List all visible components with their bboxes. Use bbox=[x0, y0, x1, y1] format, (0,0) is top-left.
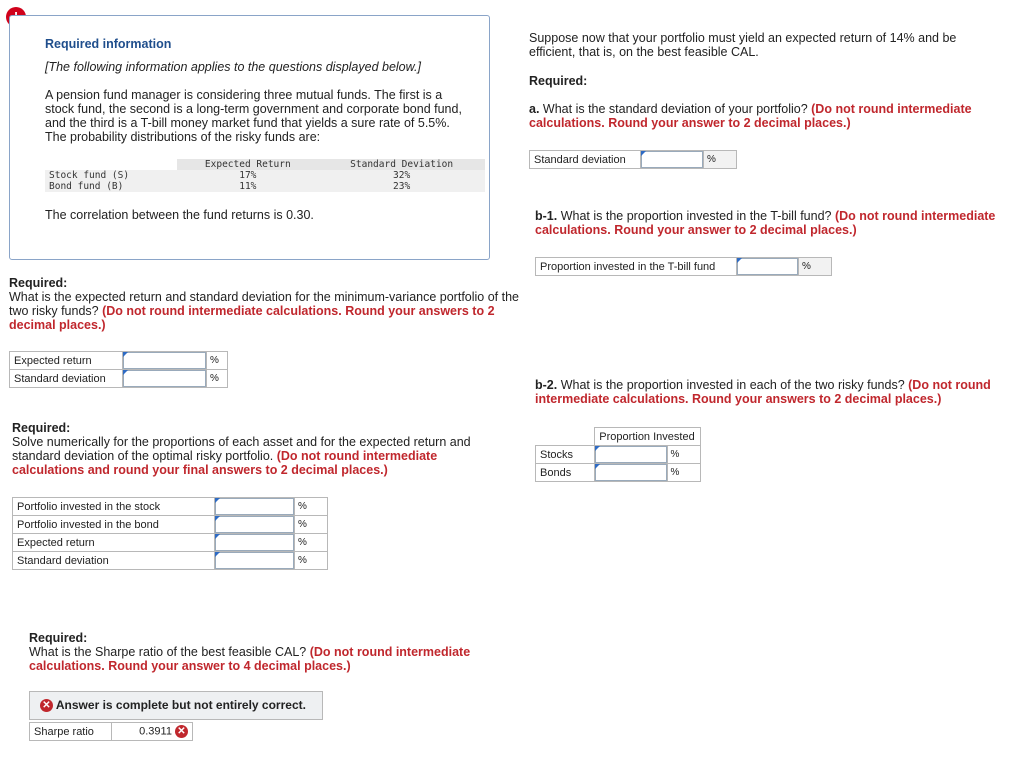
info-title: Required information bbox=[45, 37, 172, 51]
question-1 bbox=[9, 276, 519, 332]
row-label: Portfolio invested in the stock bbox=[13, 498, 215, 516]
qb2-answer-table bbox=[535, 427, 701, 482]
answer-input-cell bbox=[215, 516, 295, 534]
table-header-row bbox=[536, 428, 701, 446]
answer-input-cell bbox=[215, 552, 295, 570]
unit: % bbox=[704, 151, 737, 169]
row-label: Standard deviation bbox=[13, 552, 215, 570]
expected-return-input-cell bbox=[123, 352, 207, 370]
question-prefix: a. bbox=[529, 102, 540, 116]
unit: % bbox=[207, 352, 228, 370]
row-label: Expected return bbox=[10, 352, 123, 370]
required-label: Required: bbox=[29, 631, 88, 645]
sharpe-ratio-cell[interactable] bbox=[112, 723, 193, 741]
right-required-label: Required: bbox=[529, 74, 588, 88]
required-label: Required: bbox=[9, 276, 68, 290]
sharpe-ratio-value: 0.3911 bbox=[139, 725, 172, 738]
question-text: What is the proportion invested in each of the two risky funds? bbox=[560, 378, 905, 392]
row-label: Expected return bbox=[13, 534, 215, 552]
fund-std-dev: 32% bbox=[318, 170, 485, 181]
question-text: What is the standard deviation of your portfolio? bbox=[542, 102, 808, 116]
optimal-expected-return-input[interactable] bbox=[215, 534, 294, 551]
question-b2 bbox=[535, 378, 1005, 406]
unit: % bbox=[295, 534, 328, 552]
stocks-proportion-input[interactable] bbox=[595, 446, 667, 463]
blank-header bbox=[536, 428, 595, 446]
row-label: Stocks bbox=[536, 446, 595, 464]
question-text: What is the Sharpe ratio of the best feasible CAL? bbox=[29, 645, 307, 659]
table-row bbox=[13, 498, 328, 516]
table-row bbox=[45, 181, 485, 192]
fund-distribution-table bbox=[45, 159, 485, 192]
right-intro: Suppose now that your portfolio must yield an expected return of 14% and be efficient, that is, on the best feasible CAL. bbox=[529, 31, 957, 59]
question-instruction: (Do not round intermediate calculations. Round your answer to 2 decimal places.) bbox=[535, 209, 996, 237]
table-row bbox=[13, 552, 328, 570]
bond-proportion-input[interactable] bbox=[215, 516, 294, 533]
fund-name: Bond fund (B) bbox=[45, 181, 177, 192]
q1-answer-table bbox=[9, 351, 228, 388]
stock-proportion-input[interactable] bbox=[215, 498, 294, 515]
table-row bbox=[10, 370, 228, 388]
table-row bbox=[45, 170, 485, 181]
question-prefix: b-1. bbox=[535, 209, 558, 223]
answer-input-cell bbox=[641, 151, 704, 169]
unit: % bbox=[295, 552, 328, 570]
col-standard-deviation: Standard Deviation bbox=[318, 159, 485, 170]
answer-input-cell bbox=[594, 446, 667, 464]
question-a bbox=[529, 102, 999, 130]
tbill-proportion-input[interactable] bbox=[737, 258, 798, 275]
q2-answer-table bbox=[12, 497, 328, 570]
table-row bbox=[530, 151, 737, 169]
proportion-invested-header: Proportion Invested bbox=[594, 428, 700, 446]
answer-input-cell bbox=[594, 464, 667, 482]
answer-status-banner bbox=[29, 691, 323, 720]
incorrect-icon: ✕ bbox=[40, 699, 53, 712]
row-label: Sharpe ratio bbox=[30, 723, 112, 741]
row-label: Standard deviation bbox=[530, 151, 641, 169]
q3-answer-table bbox=[29, 722, 193, 741]
row-label: Portfolio invested in the bond bbox=[13, 516, 215, 534]
unit: % bbox=[667, 464, 700, 482]
incorrect-icon: ✕ bbox=[175, 725, 188, 738]
question-text: What is the expected return and standard deviation for the minimum-variance portfolio of the two risky funds? bbox=[9, 290, 519, 318]
row-label: Bonds bbox=[536, 464, 595, 482]
question-instruction: (Do not round intermediate calculations. Round your answers to 2 decimal places.) bbox=[535, 378, 991, 406]
qa-answer-table bbox=[529, 150, 737, 169]
banner-text: Answer is complete but not entirely correct. bbox=[55, 698, 306, 712]
row-label: Proportion invested in the T-bill fund bbox=[536, 258, 737, 276]
fund-expected-return: 17% bbox=[177, 170, 318, 181]
fund-std-dev: 23% bbox=[318, 181, 485, 192]
fund-expected-return: 11% bbox=[177, 181, 318, 192]
standard-deviation-input[interactable] bbox=[123, 370, 206, 387]
expected-return-input[interactable] bbox=[123, 352, 206, 369]
table-row bbox=[10, 352, 228, 370]
row-label: Standard deviation bbox=[10, 370, 123, 388]
portfolio-std-dev-input[interactable] bbox=[641, 151, 703, 168]
table-row bbox=[13, 516, 328, 534]
question-3 bbox=[29, 631, 499, 673]
question-instruction: (Do not round intermediate calculations. Round your answers to 2 decimal places.) bbox=[9, 304, 495, 332]
unit: % bbox=[667, 446, 700, 464]
required-label: Required: bbox=[12, 421, 71, 435]
question-text: What is the proportion invested in the T-bill fund? bbox=[560, 209, 832, 223]
table-row bbox=[536, 446, 701, 464]
required-information-box bbox=[9, 15, 490, 260]
answer-input-cell bbox=[215, 498, 295, 516]
question-text: Solve numerically for the proportions of each asset and for the expected return and standard deviation of the optimal risky portfolio. bbox=[12, 435, 471, 463]
info-note: [The following information applies to the questions displayed below.] bbox=[45, 60, 421, 74]
optimal-std-dev-input[interactable] bbox=[215, 552, 294, 569]
unit: % bbox=[295, 516, 328, 534]
qb1-answer-table bbox=[535, 257, 832, 276]
unit: % bbox=[295, 498, 328, 516]
table-row bbox=[30, 723, 193, 741]
standard-deviation-input-cell bbox=[123, 370, 207, 388]
unit: % bbox=[207, 370, 228, 388]
answer-input-cell bbox=[215, 534, 295, 552]
table-row bbox=[536, 464, 701, 482]
unit: % bbox=[799, 258, 832, 276]
col-expected-return: Expected Return bbox=[177, 159, 318, 170]
info-paragraph: A pension fund manager is considering three mutual funds. The first is a stock fund, the second is a long-term government and corporate bond fund, and the third is a T-bill money market fund that yields a sure rate of 5.5%. The probability distributions of the risky funds are: bbox=[45, 88, 462, 144]
table-row bbox=[13, 534, 328, 552]
question-instruction: (Do not round intermediate calculations. Round your answer to 2 decimal places.) bbox=[529, 102, 972, 130]
fund-name: Stock fund (S) bbox=[45, 170, 177, 181]
question-instruction: (Do not round intermediate calculations. Round your answer to 4 decimal places.) bbox=[29, 645, 471, 673]
table-row bbox=[536, 258, 832, 276]
bonds-proportion-input[interactable] bbox=[595, 464, 667, 481]
question-prefix: b-2. bbox=[535, 378, 558, 392]
correlation-text: The correlation between the fund returns is 0.30. bbox=[45, 208, 314, 222]
question-instruction: (Do not round intermediate calculations and round your final answers to 2 decimal places.) bbox=[12, 449, 438, 477]
answer-input-cell bbox=[737, 258, 799, 276]
question-b1 bbox=[535, 209, 1005, 237]
question-2 bbox=[12, 421, 498, 477]
